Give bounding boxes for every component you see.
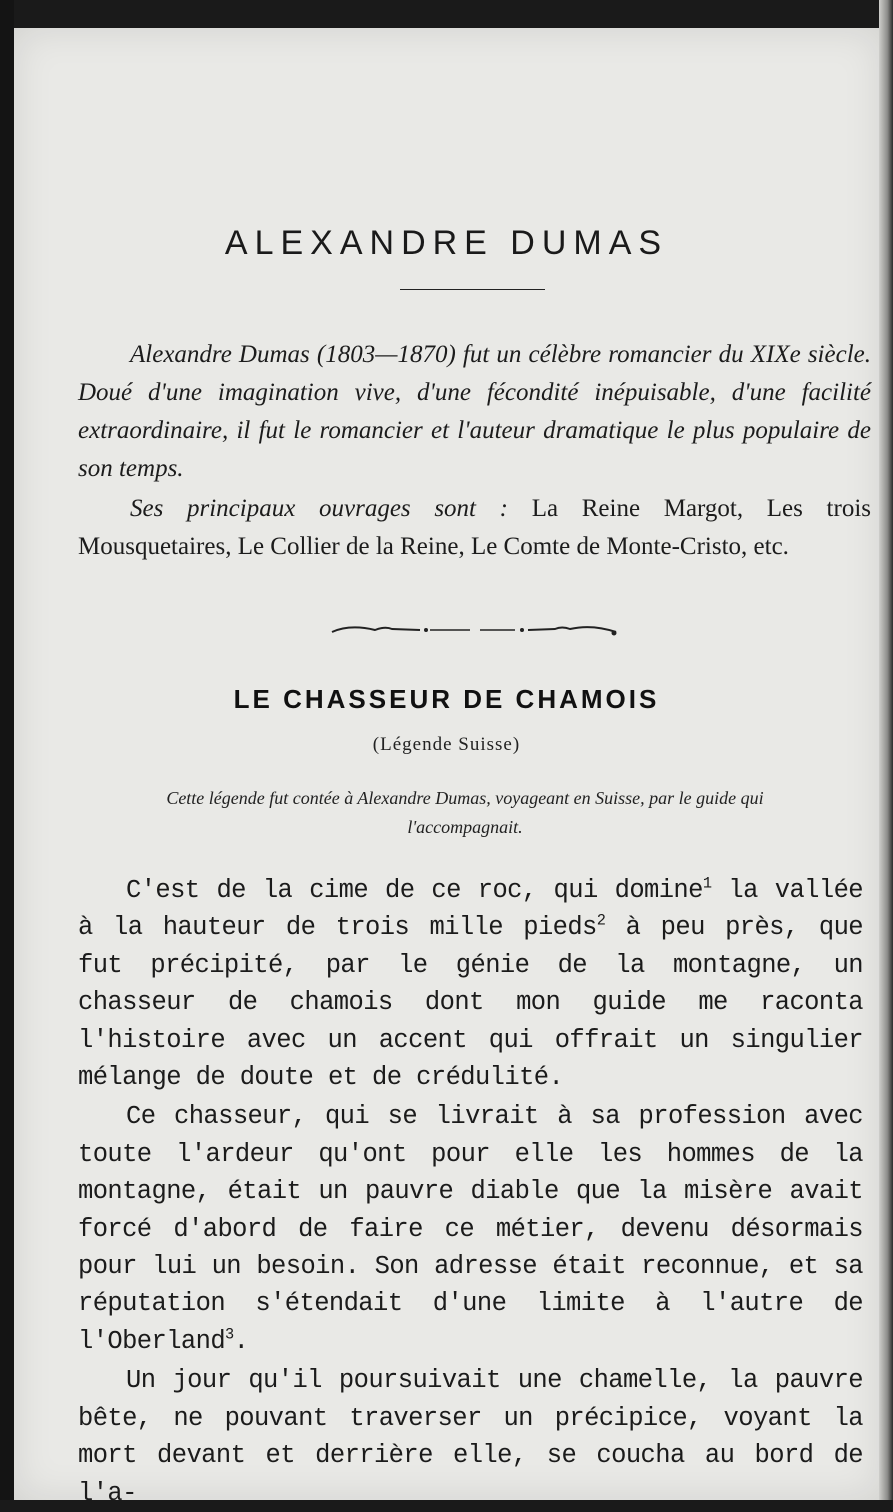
paragraph [78,1362,863,1512]
bio-paragraph: Alexandre Dumas (1803—1870) fut un célèbre romancier du XIXe siècle. Doué d'une imagination vive, d'une fécondité inépuisable, d'une facilité extraordinaire, il fut le romancier et l'auteur dramatique le plus populaire de son temps. [78,341,871,482]
text-segment: . [233,1326,249,1356]
text-segment: C'est de la cime de ce roc, qui domine [126,876,703,905]
text-segment: Ce chasseur, qui se livrait à sa profession avec toute l'ardeur qu'ont pour elle les hommes de la montagne, était un pauvre diable que la misère avait forcé d'abord de faire ce métier, devenu désormais pour lui un besoin. Son adresse était reconnue, et sa réputation s'étendait d'une limite à l'autre de l'Oberland [78,1102,863,1356]
footnote-marker: 3 [225,1325,234,1344]
footnote-marker: 2 [596,911,606,930]
text-segment: à peu près, que fut précipité, par le génie de la montagne, un chasseur de chamois dont mon guide me raconta l'histoire avec un accent qui offrait un singulier mélange de doute et de crédulité. [78,913,863,1093]
text-segment: Un jour qu'il poursuivait une chamelle, la pauvre bête, ne pouvant traverser un précipice, voyant la mort devant et derrière elle, se coucha au bord de l'a- [78,1366,863,1508]
paragraph [78,1098,863,1360]
footnote-marker: 1 [702,874,712,893]
author-bio [78,336,871,488]
story-title: LE CHASSEUR DE CHAMOIS [233,684,660,714]
paragraph [78,872,863,1096]
author-heading: ALEXANDRE DUMAS [224,224,669,262]
story-subtitle: (Légende Suisse) [372,734,521,755]
works-block [78,490,871,566]
text-segment: la vallée à la hauteur de trois mille pieds [78,876,863,943]
flourish-divider-icon [330,620,620,642]
heading-rule [400,289,545,290]
story-note: Cette légende fut contée à Alexandre Dumas, voyageant en Suisse, par le guide qui l'accompagnait. [166,788,764,837]
story-body [78,872,863,1512]
works-paragraph [78,490,871,566]
works-intro: Ses principaux ouvrages sont : [130,495,508,522]
works-list: La Reine Margot, Les trois Mousquetaires, Le Collier de la Reine, Le Comte de Monte-Cristo, etc. [78,495,872,560]
